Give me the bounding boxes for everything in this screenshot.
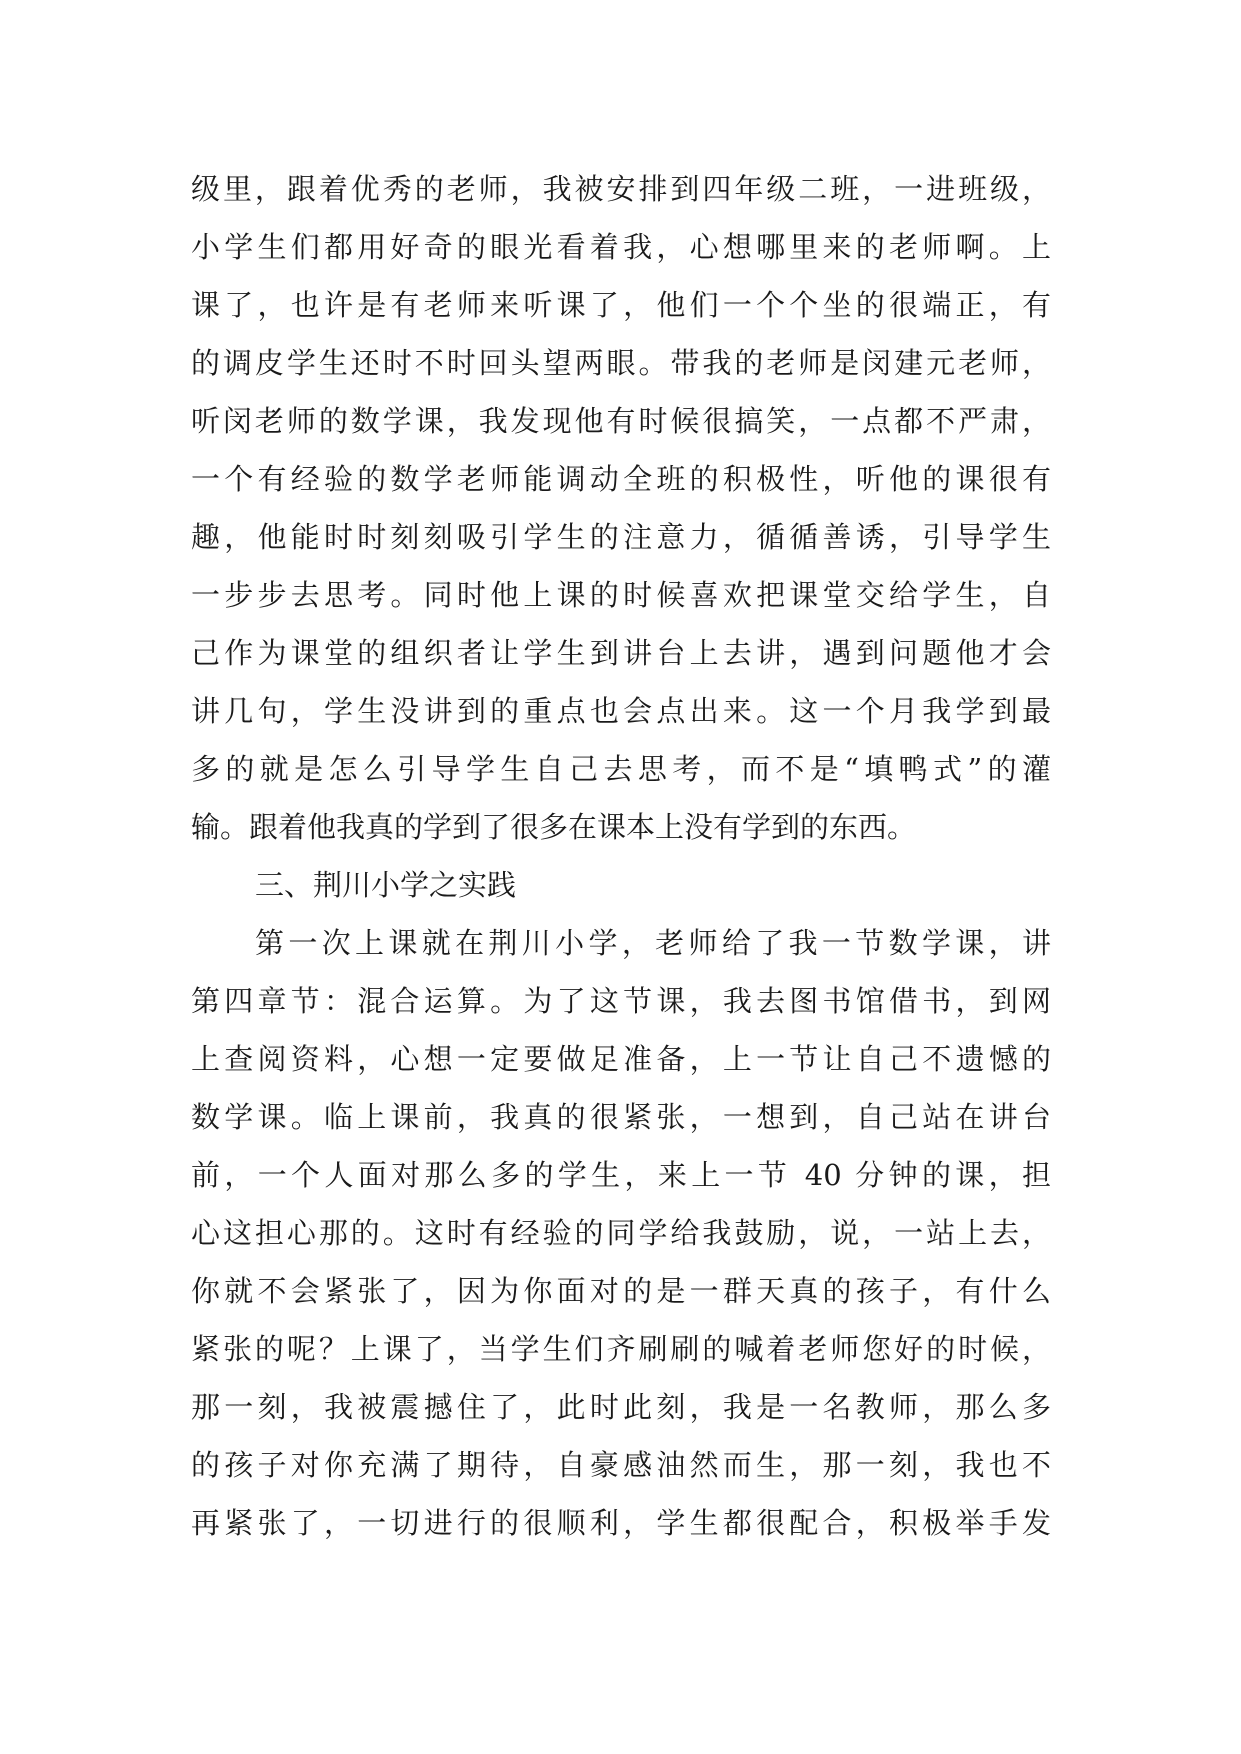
text-line: 前，一个人面对那么多的学生，来上一节 40 分钟的课，担 [191,1158,1051,1192]
text-line: 课了，也许是有老师来听课了，他们一个个坐的很端正，有 [191,288,1051,322]
text-line: 讲几句，学生没讲到的重点也会点出来。这一个月我学到最 [191,694,1051,728]
text-line: 心这担心那的。这时有经验的同学给我鼓励，说，一站上去， [191,1216,1051,1250]
text-line: 紧张的呢？上课了，当学生们齐刷刷的喊着老师您好的时候， [191,1332,1051,1366]
text-line: 一步步去思考。同时他上课的时候喜欢把课堂交给学生，自 [191,578,1051,612]
text-line: 输。跟着他我真的学到了很多在课本上没有学到的东西。 [191,810,917,844]
text-line: 再紧张了，一切进行的很顺利，学生都很配合，积极举手发 [191,1506,1051,1540]
text-line: 你就不会紧张了，因为你面对的是一群天真的孩子，有什么 [191,1274,1051,1308]
text-line: 一个有经验的数学老师能调动全班的积极性，听他的课很有 [191,462,1051,496]
text-line: 数学课。临上课前，我真的很紧张，一想到，自己站在讲台 [191,1100,1051,1134]
text-line: 那一刻，我被震撼住了，此时此刻，我是一名教师，那么多 [191,1390,1051,1424]
text-line: 上查阅资料，心想一定要做足准备，上一节让自己不遗憾的 [191,1042,1051,1076]
text-line: 多的就是怎么引导学生自己去思考，而不是“填鸭式”的灌 [191,752,1051,786]
text-line: 的调皮学生还时不时回头望两眼。带我的老师是闵建元老师， [191,346,1051,380]
body-text [191,160,1051,1552]
text-line: 级里，跟着优秀的老师，我被安排到四年级二班，一进班级， [191,172,1051,206]
text-line: 第一次上课就在荆川小学，老师给了我一节数学课，讲 [255,926,1051,960]
text-line: 趣，他能时时刻刻吸引学生的注意力，循循善诱，引导学生 [191,520,1051,554]
text-line: 第四章节：混合运算。为了这节课，我去图书馆借书，到网 [191,984,1051,1018]
text-line: 的孩子对你充满了期待，自豪感油然而生，那一刻，我也不 [191,1448,1051,1482]
text-line: 己作为课堂的组织者让学生到讲台上去讲，遇到问题他才会 [191,636,1051,670]
section-heading: 三、荆川小学之实践 [255,868,517,902]
text-line: 小学生们都用好奇的眼光看着我，心想哪里来的老师啊。上 [191,230,1051,264]
text-line: 听闵老师的数学课，我发现他有时候很搞笑，一点都不严肃， [191,404,1051,438]
